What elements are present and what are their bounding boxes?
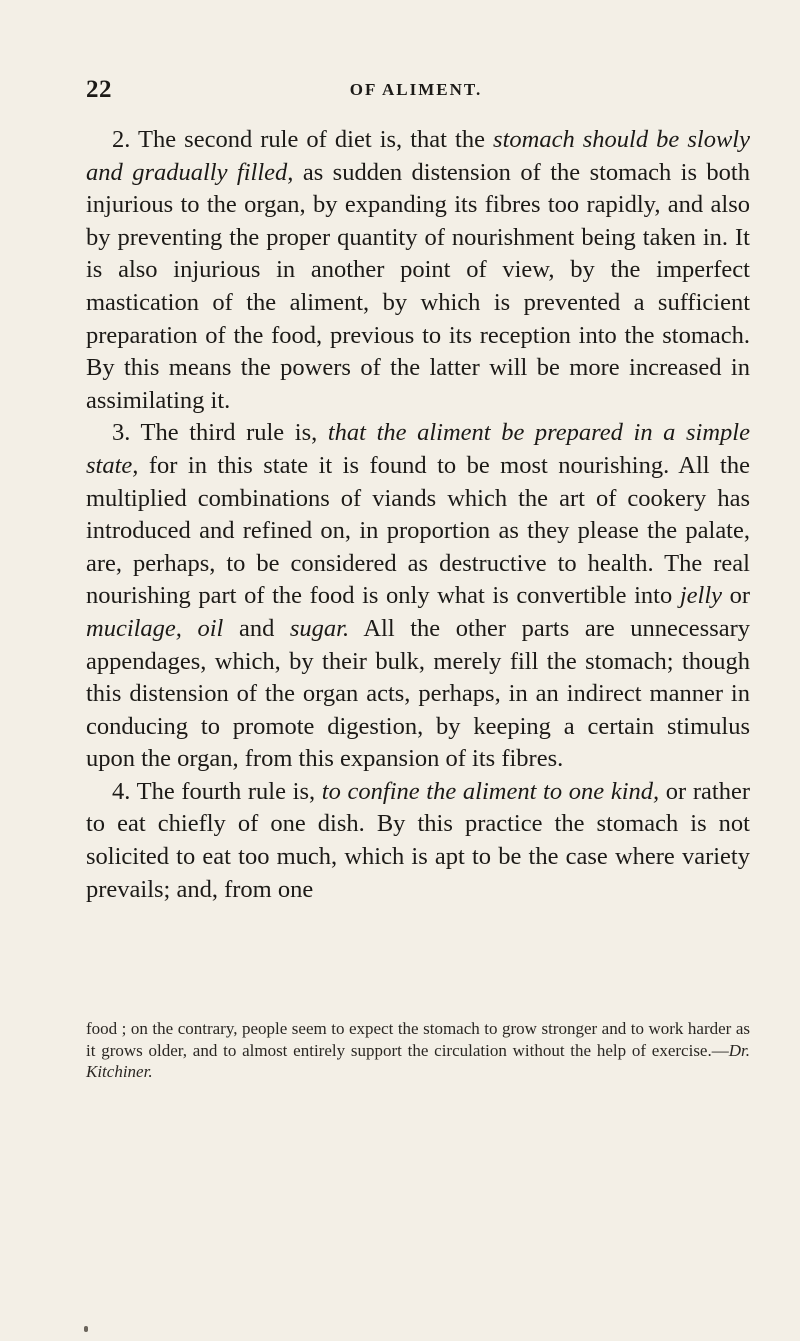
- italic-text: stomach should be slowly and gradually filled,: [86, 126, 750, 186]
- text-run: as sudden distension of the stomach is both injurious to the organ, by expanding its fibres too rapidly, and also by preventing the proper quantity of nourishment being taken in. It is also injurious in another point of view, by the imperfect mastication of the aliment, by which is prevented a sufficient preparation of the food, previous to its reception into the stomach. By this means the powers of the latter will be more increased in assimilating it.: [86, 158, 750, 414]
- paragraph: [86, 124, 750, 417]
- page-header: [86, 76, 746, 106]
- paragraph: [86, 776, 750, 906]
- text-run: or rather to eat chiefly of one dish. By this practice the stomach is not solicited to eat too much, which is apt to be the case where variety prevails; and, from one: [86, 777, 750, 903]
- text-run: 4. The fourth rule is,: [112, 777, 322, 805]
- paragraph: [86, 417, 750, 776]
- italic-text: that the aliment be prepared in a simple state,: [86, 419, 750, 479]
- text-run: and: [223, 614, 290, 642]
- text-run: All the other parts are unnecessary appendages, which, by their bulk, merely fill the stomach; though this distension of the organ acts, perhaps, in an indirect manner in conducing to promote digestion, by keeping a certain stimulus upon the organ, from this expansion of its fibres.: [86, 614, 751, 773]
- italic-text: jelly: [679, 582, 722, 610]
- italic-text: sugar.: [289, 614, 350, 642]
- text-run: food ; on the contrary, people seem to expect the stomach to grow stronger and to work harder as it grows older, and to almost entirely support the circulation without the help of exercise.—: [86, 1019, 750, 1060]
- text-run: 3. The third rule is,: [112, 419, 328, 447]
- page-number: 22: [86, 76, 112, 103]
- text-run: or: [722, 582, 750, 610]
- text-run: for in this state it is found to be most nourishing. All the multiplied combinations of viands which the art of cookery has introduced and refined on, in proportion as they please the palate, are, perhaps, to be considered as destructive to health. The real nourishing part of the food is only what is convertible into: [86, 451, 750, 610]
- footnote: [86, 1018, 750, 1083]
- italic-text: mucilage, oil: [86, 614, 224, 642]
- italic-text: Dr. Kitchiner.: [86, 1040, 750, 1081]
- text-run: 2. The second rule of diet is, that the: [112, 126, 494, 153]
- page-speck: [84, 1326, 88, 1332]
- footnote-paragraph: [86, 1018, 750, 1083]
- running-head: OF ALIMENT.: [349, 80, 483, 99]
- italic-text: to confine the aliment to one kind,: [321, 777, 660, 805]
- main-text: [86, 124, 750, 906]
